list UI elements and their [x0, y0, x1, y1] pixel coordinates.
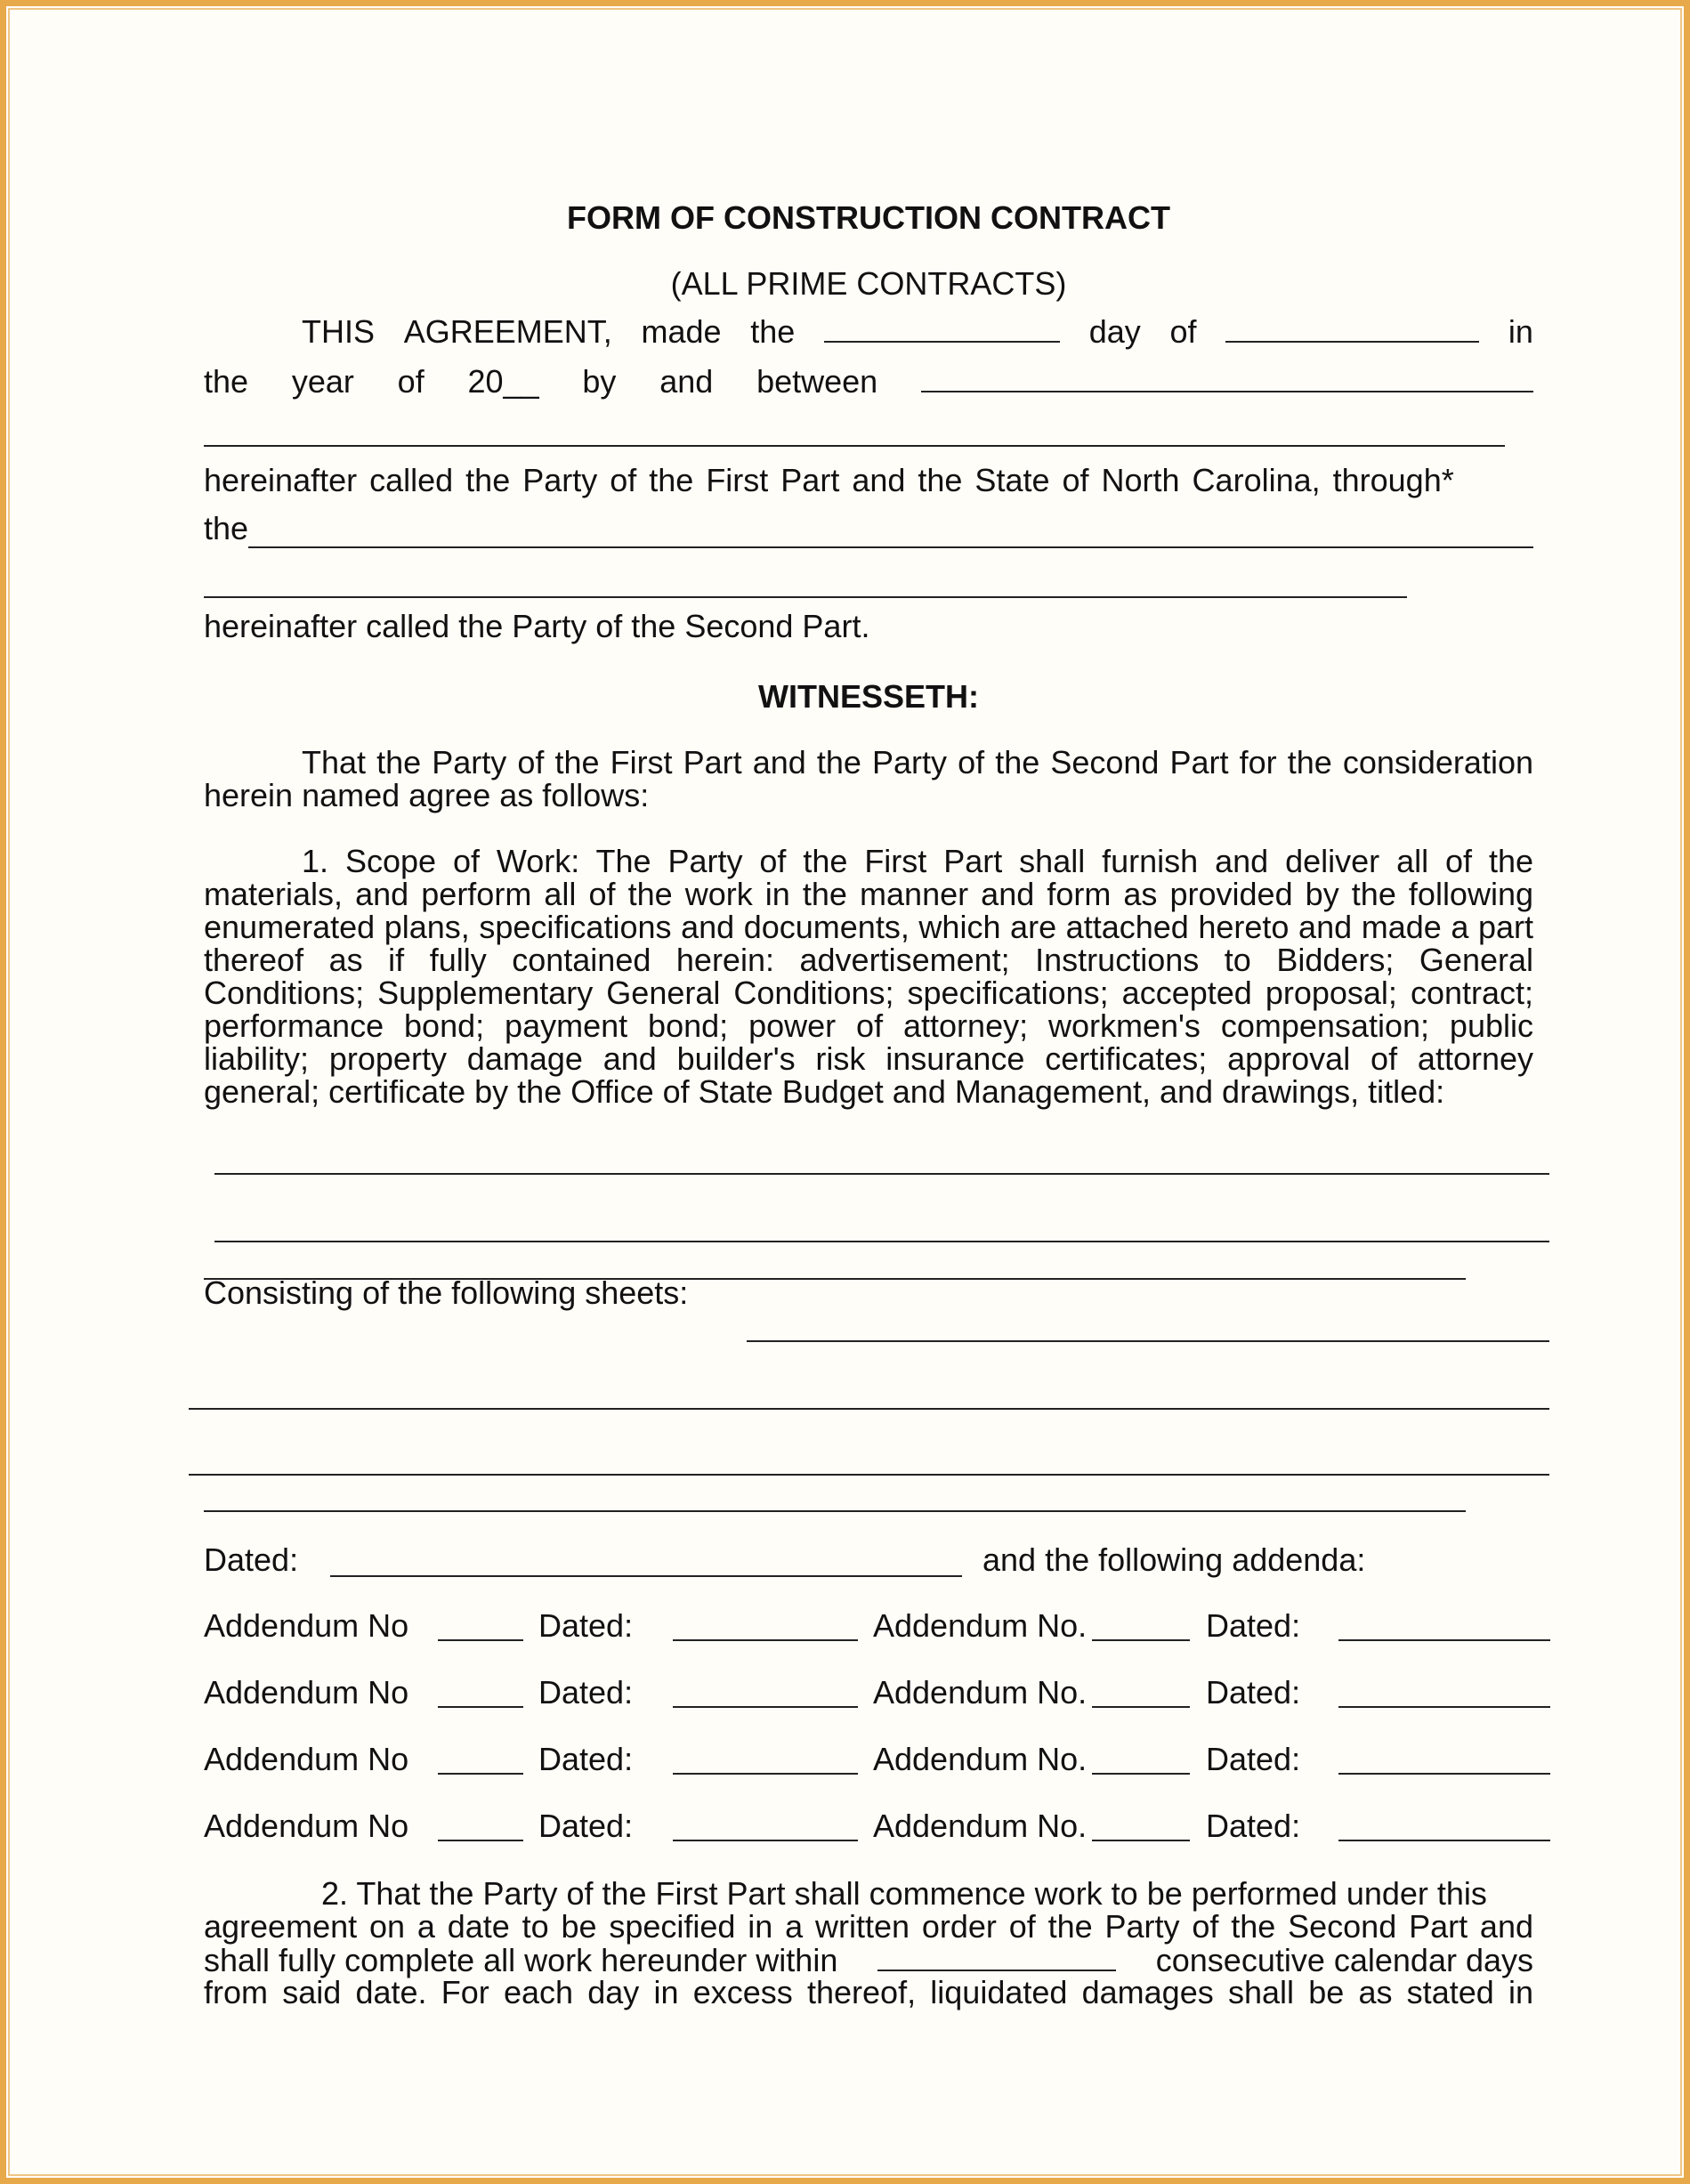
addendum-label: Addendum No	[204, 1607, 409, 1644]
the-label: the	[204, 510, 249, 546]
addendum-dated-label: Dated:	[1206, 1741, 1301, 1777]
first-party-name-blank[interactable]	[921, 364, 1533, 392]
clause-2-line-4: from said date. For each day in excess thereof, liquidated damages shall be as stated in	[204, 1974, 1533, 2010]
agency-name-line-2[interactable]	[204, 596, 1407, 598]
addenda-row-2	[204, 1676, 1557, 1715]
addenda-row-3	[204, 1743, 1557, 1782]
addendum-number-blank[interactable]	[438, 1809, 523, 1841]
addendum-dated-label: Dated:	[538, 1607, 634, 1644]
addendum-number-blank[interactable]	[1092, 1609, 1190, 1641]
addendum-date-blank[interactable]	[1338, 1609, 1550, 1641]
addendum-label: Addendum No	[204, 1674, 409, 1711]
addendum-date-blank[interactable]	[673, 1743, 858, 1775]
addendum-dated-label: Dated:	[538, 1741, 634, 1777]
sheets-line-3[interactable]	[189, 1474, 1549, 1476]
addendum-dated-label: Dated:	[1206, 1607, 1301, 1644]
clause-2-line-2: agreement on a date to be specified in a written order of the Party of the Second Part and	[204, 1908, 1533, 1945]
word: between	[756, 363, 878, 400]
addendum-label: Addendum No.	[873, 1607, 1088, 1644]
word: of	[1169, 313, 1197, 350]
clause-2-text: shall fully complete all work hereunder within	[204, 1942, 838, 1978]
addendum-label: Addendum No.	[873, 1808, 1088, 1844]
word: the	[750, 313, 796, 350]
dated-line[interactable]	[330, 1575, 962, 1577]
addendum-dated-label: Dated:	[538, 1808, 634, 1844]
addendum-dated-label: Dated:	[538, 1674, 634, 1711]
addendum-label: Addendum No	[204, 1741, 409, 1777]
year-field: 20__	[467, 363, 539, 400]
clause-2-line-1	[204, 1877, 1533, 1910]
addendum-date-blank[interactable]	[1338, 1809, 1550, 1841]
sheets-label: Consisting of the following sheets:	[204, 1274, 689, 1311]
agreement-line-1	[204, 314, 1533, 348]
agreement-day-blank[interactable]	[824, 314, 1060, 343]
word: in	[1508, 313, 1533, 350]
addendum-date-blank[interactable]	[673, 1676, 858, 1708]
addendum-number-blank[interactable]	[1092, 1809, 1190, 1841]
witnesseth-heading: WITNESSETH:	[758, 678, 979, 715]
word: and	[659, 363, 714, 400]
addendum-dated-label: Dated:	[1206, 1674, 1301, 1711]
clause-2-text: consecutive calendar days	[1155, 1942, 1533, 1978]
addenda-row-1	[204, 1609, 1557, 1648]
drawings-title-line-1[interactable]	[214, 1173, 1549, 1175]
second-party-clause: hereinafter called the Party of the Second Part.	[204, 608, 870, 644]
addendum-date-blank[interactable]	[673, 1809, 858, 1841]
word: of	[397, 363, 425, 400]
drawings-title-line-2[interactable]	[214, 1241, 1549, 1242]
agreement-month-blank[interactable]	[1225, 314, 1479, 343]
first-party-text: hereinafter called the Party of the First Part and the State of North Carolina, through*	[204, 462, 1454, 498]
addendum-label: Addendum No.	[873, 1674, 1088, 1711]
clause-2-line-3	[204, 1943, 1533, 1977]
addendum-number-blank[interactable]	[438, 1743, 523, 1775]
sheets-line-2[interactable]	[189, 1408, 1549, 1410]
addendum-dated-label: Dated:	[1206, 1808, 1301, 1844]
word: made	[641, 313, 722, 350]
addendum-number-blank[interactable]	[438, 1609, 523, 1641]
word: the	[204, 363, 249, 400]
clause-2-text: 2. That the Party of the First Part shall commence work to be performed under this	[321, 1875, 1487, 1912]
intro-paragraph: That the Party of the First Part and the Party of the Second Part for the consideration herein named agree as follows:	[204, 744, 1533, 813]
sheets-line-1[interactable]	[747, 1340, 1549, 1342]
addendum-date-blank[interactable]	[1338, 1676, 1550, 1708]
addenda-label: and the following addenda:	[982, 1541, 1366, 1578]
first-party-clause	[204, 464, 1533, 497]
document-subtitle: (ALL PRIME CONTRACTS)	[670, 265, 1067, 302]
dated-label: Dated:	[204, 1541, 299, 1578]
addenda-row-4	[204, 1809, 1557, 1848]
addendum-label: Addendum No	[204, 1808, 409, 1844]
word: year	[291, 363, 354, 400]
agreement-line-2	[204, 364, 1533, 398]
word: by	[582, 363, 617, 400]
addendum-date-blank[interactable]	[673, 1609, 858, 1641]
word: THIS	[302, 313, 376, 350]
addendum-number-blank[interactable]	[438, 1676, 523, 1708]
word: AGREEMENT,	[403, 313, 612, 350]
addendum-number-blank[interactable]	[1092, 1743, 1190, 1775]
word: day	[1088, 313, 1141, 350]
document-title: FORM OF CONSTRUCTION CONTRACT	[567, 199, 1170, 236]
addendum-date-blank[interactable]	[1338, 1743, 1550, 1775]
sheets-line-4[interactable]	[204, 1510, 1466, 1512]
scope-of-work-paragraph: 1. Scope of Work: The Party of the First Part shall furnish and deliver all of the materials, and perform all of the work in the manner and form as provided by the following enumerated plans, specifications and documents, which are attached hereto and made a part thereof as if fully contained herein: advertisement; Instructions to Bidders; General Conditions; Supplementary General Conditions; specifications; accepted proposal; contract; performance bond; payment bond; power of attorney; workmen's compensation; public liability; property damage and builder's risk insurance certificates; approval of attorney general; certificate by the Office of State Budget and Management, and drawings, titled:	[204, 843, 1533, 1110]
addendum-number-blank[interactable]	[1092, 1676, 1190, 1708]
agency-name-line[interactable]	[248, 546, 1533, 548]
calendar-days-blank[interactable]	[877, 1943, 1116, 1971]
first-party-name-line[interactable]	[204, 445, 1505, 447]
addendum-label: Addendum No.	[873, 1741, 1088, 1777]
